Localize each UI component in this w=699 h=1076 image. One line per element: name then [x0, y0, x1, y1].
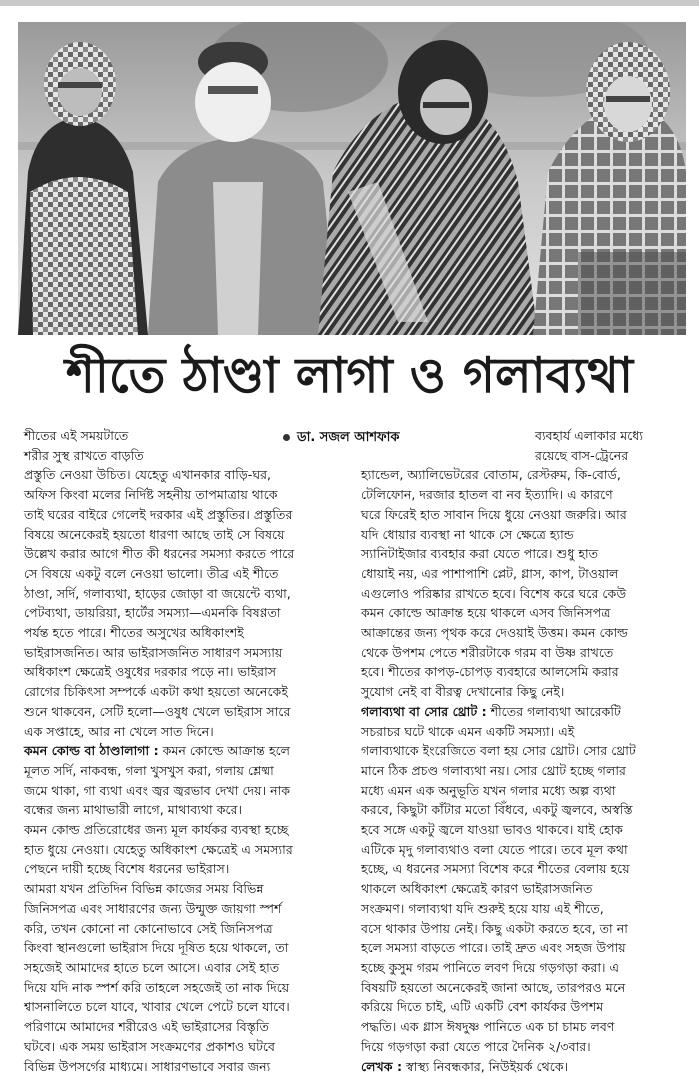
text-line: হবে। শীতের কাপড়-চোপড় ব্যবহারে আলসেমি করার: [361, 662, 683, 682]
text-line: বিভিন্ন উপসর্গের মাধ্যমে। সাধারণভাবে সবার জন্য: [24, 1057, 342, 1076]
text-line: ভাইরাসজনিত। আর ভাইরাসজনিত সাধারণ সমস্যায়: [24, 643, 342, 663]
text-line: করবে, কিছুটা কাঁটার মতো বিঁধবে, একটু জ্বলবে, অস্বস্তি: [361, 800, 683, 820]
text-line: বসে থাকার উপায় নেই। কিছু একটা করতে হবে, তা না: [361, 919, 683, 939]
text-line: শীতের এই সময়টাতে: [24, 426, 342, 446]
people-in-winter-clothes-photo: [18, 22, 686, 335]
text-line: সহজেই আমাদের হাতে চলে আসে। এবার সেই হাত: [24, 958, 342, 978]
writer-label: লেখক :: [361, 1059, 402, 1074]
text-line: বিষয়টি হয়তো অনেকেরই জানা আছে, তারপরও মনে: [361, 978, 683, 998]
text-line: অধিকাংশ ক্ষেত্রেই ওষুধের দরকার পড়ে না। ভাইরাস: [24, 662, 342, 682]
text-line: পেছনে দায়ী হচ্ছে বিশেষ ধরনের ভাইরাস।: [24, 859, 342, 879]
text-line: সে বিষয়ে একটু বলে নেওয়া ভালো। তীব্র এই শীতে: [24, 564, 342, 584]
writer-text: স্বাস্থ্য নিবন্ধকার, নিউইয়র্ক থেকে।: [402, 1059, 568, 1074]
section-heading-line: [361, 702, 683, 722]
text-line: উল্লেখ করার আগে শীত কী ধরনের সমস্যা করতে পারে: [24, 544, 342, 564]
text-line: অফিস কিংবা মলের নির্দিষ্ট সহনীয় তাপমাত্রায় থাকে: [24, 485, 342, 505]
text-line: শ্বাসনালিতে চলে যাবে, খাবার খেলে পেটে চলে যাবে।: [24, 997, 342, 1017]
text-line: তাই ঘরের বাইরে গেলেই দরকার এই প্রস্তুতির। প্রস্তুতির: [24, 505, 342, 525]
text-line: হাত ধুয়ে নেওয়া। যেহেতু অধিকাংশ ক্ষেত্রেই এ সমস্যার: [24, 840, 342, 860]
text-line: করি, তখন কোনো না কোনোভাবে সেই জিনিসপত্র: [24, 919, 342, 939]
left-column: [24, 426, 342, 1076]
right-column: [361, 426, 683, 1076]
text-line: আক্রান্তের জন্য পৃথক করে দেওয়াই উত্তম। কমন কোল্ড: [361, 623, 683, 643]
text-line: দিয়ে গড়গড়া করা যেতে পারে দৈনিক ২/৩বার।: [361, 1037, 683, 1057]
text-line: প্রস্তুতি নেওয়া উচিত। যেহেতু এখানকার বাড়ি-ঘর,: [24, 465, 342, 485]
text-line: রোগের চিকিৎসা সম্পর্কে একটা কথা হয়তো অনেকেই: [24, 682, 342, 702]
text-line: কিংবা স্থানগুলো ভাইরাস দিয়ে দূষিত হয়ে থাকলে, তা: [24, 938, 342, 958]
text-line: থেকে উপশম পেতে শরীরটাকে গরম বা উষ্ণ রাখতে: [361, 643, 683, 663]
text-line: সংক্রমণ। গলাব্যথা যদি শুরুই হয়ে যায় এই শীতে,: [361, 899, 683, 919]
text-line: রয়েছে বাস-ট্রেনের: [361, 446, 683, 466]
article-title: শীতে ঠাণ্ডা লাগা ও গলাব্যথা: [0, 340, 699, 410]
text-line: সুযোগ নেই বা বীরত্ব দেখানোর কিছু নেই।: [361, 682, 683, 702]
text-line: এগুলোও পরিষ্কার রাখতে হবে। বিশেষ করে ঘরে কেউ: [361, 584, 683, 604]
text-line: আমরা যখন প্রতিদিন বিভিন্ন কাজের সময় বিভিন্ন: [24, 879, 342, 899]
text-line: ঠাণ্ডা, সর্দি, গলাব্যথা, হাড়ের জোড়া বা জয়েন্টে ব্যথা,: [24, 584, 342, 604]
writer-line: [361, 1057, 683, 1076]
text-fragment: শীতের গলাব্যথা আরেকটি: [487, 704, 621, 719]
text-fragment: কমন কোল্ডে আক্রান্ত হলে: [159, 743, 290, 758]
section-heading-line: [24, 741, 342, 761]
text-line: মধ্যে এমন এক অনুভূতি যখন গলার মধ্যে অল্প ব্যথা: [361, 781, 683, 801]
text-line: ব্যবহার্য এলাকার মধ্যে: [361, 426, 683, 446]
section-heading-throat: গলাব্যথা বা সোর থ্রোট :: [361, 704, 487, 719]
text-line: স্যানিটাইজার ব্যবহার করা যেতে পারে। শুধু হাত: [361, 544, 683, 564]
text-line: থাকলে অধিকাংশ ক্ষেত্রেই কারণ ভাইরাসজনিত: [361, 879, 683, 899]
text-line: হ্যান্ডেল, অ্যালিভেটরের বোতাম, রেস্টরুম, কি-বোর্ড,: [361, 465, 683, 485]
text-line: শুনে থাকবেন, সেটি হলো—ওষুধ খেলে ভাইরাস সারে: [24, 702, 342, 722]
text-line: পদ্ধতি। এক গ্লাস ঈষদুষ্ণ পানিতে এক চা চামচ লবণ: [361, 1017, 683, 1037]
text-line: পেটব্যথা, ডায়রিয়া, হার্টের সমস্যা—এমনকি বিষণ্ণতা: [24, 603, 342, 623]
text-line: জমে থাকা, গা ব্যথা এবং জ্বর জ্বরভাব দেখা দেয়। নাক: [24, 781, 342, 801]
text-line: টেলিফোন, দরজার হাতল বা নব ইত্যাদি। এ কারণে: [361, 485, 683, 505]
text-line: বিষয়ে অনেকেরই হয়তো ধারণা আছে তাই সে বিষয়ে: [24, 525, 342, 545]
text-line: পর্যন্ত হতে পারে। শীতের অসুখের অধিকাংশই: [24, 623, 342, 643]
text-line: কমন কোল্ডে আক্রান্ত হয়ে থাকলে এসব জিনিসপত্র: [361, 603, 683, 623]
text-line: হলে সমস্যা বাড়তে পারে। তাই দ্রুত এবং সহজ উপায়: [361, 938, 683, 958]
text-line: হবে সঙ্গে একটু জ্বলে যাওয়া ভাবও থাকবে। যাই হোক: [361, 820, 683, 840]
text-line: মূলত সর্দি, নাকবন্ধ, গলা খুসখুস করা, গলায় শ্লেষ্মা: [24, 761, 342, 781]
text-line: মানে ঠিক প্রচণ্ড গলাব্যথা নয়। সোর থ্রোট হচ্ছে গলার: [361, 761, 683, 781]
author-name: ডা. সজল আশফাক: [297, 430, 399, 445]
text-line: এটিকে মৃদু গলাব্যথাও বলা যেতে পারে। তবে মূল কথা: [361, 840, 683, 860]
text-line: যদি ধোয়ার ব্যবস্থা না থাকে সে ক্ষেত্রে হ্যান্ড: [361, 525, 683, 545]
text-line: দিয়ে যদি নাক স্পর্শ করি তাহলে সহজেই তা নাক দিয়ে: [24, 978, 342, 998]
text-line: কমন কোল্ড প্রতিরোধের জন্য মূল কার্যকর ব্যবস্থা হচ্ছে: [24, 820, 342, 840]
text-line: এক সপ্তাহে, আর না খেলে সাত দিনে।: [24, 722, 342, 742]
text-line: হচ্ছে কুসুম গরম পানিতে লবণ দিয়ে গড়গড়া করা। এ: [361, 958, 683, 978]
text-line: করিয়ে দিতে চাই, এটি একটি বেশ কার্যকর উপশম: [361, 997, 683, 1017]
text-line: গলাব্যথাকে ইংরেজিতে বলা হয় সোর থ্রোট। সোর থ্রোট: [361, 741, 683, 761]
text-line: ধোয়াই নয়, এর পাশাপাশি প্লেট, গ্লাস, কাপ, টাওয়াল: [361, 564, 683, 584]
text-line: বন্ধের জন্য মাথাভারী লাগে, মাথাব্যথা করে।: [24, 800, 342, 820]
text-line: ঘরে ফিরেই হাত সাবান দিয়ে ধুয়ে নেওয়া জরুরি। আর: [361, 505, 683, 525]
section-heading-cold: কমন কোল্ড বা ঠাণ্ডালাগা :: [24, 743, 159, 758]
text-line: ঘটবে। এক সময় ভাইরাস সংক্রমণের প্রকাশও ঘটবে: [24, 1037, 342, 1057]
article-photo: [18, 22, 686, 335]
text-line: পরিণামে আমাদের শরীরেও এই ভাইরাসের বিস্তৃতি: [24, 1017, 342, 1037]
text-line: জিনিসপত্র এবং সাধারণের জন্য উন্মুক্ত জায়গা স্পর্শ: [24, 899, 342, 919]
top-rule: [0, 0, 699, 6]
text-line: সচরাচর ঘটে থাকে এমন একটি সমস্যা। এই: [361, 722, 683, 742]
text-line: হচ্ছে, এ ধরনের সমস্যা বিশেষ করে শীতের বেলায় হয়ে: [361, 859, 683, 879]
text-line: শরীর সুস্থ রাখতে বাড়তি: [24, 446, 342, 466]
